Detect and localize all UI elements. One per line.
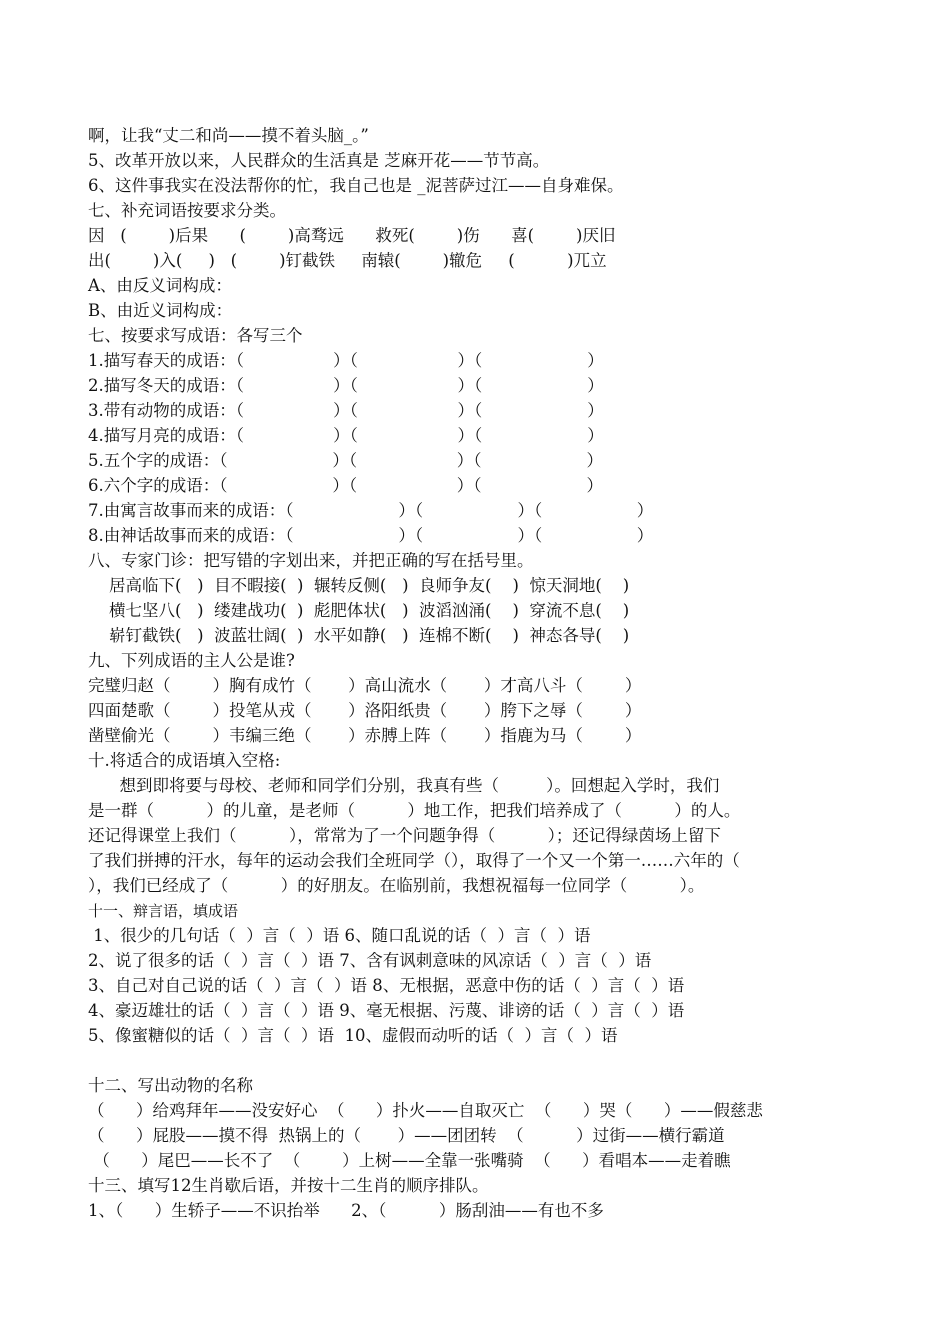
section-heading: 十.将适合的成语填入空格: — [88, 751, 281, 770]
text-line: 横七坚八( ) 缕建战功( ) 彪肥体状( ) 波滔汹涌( ) 穿流不息( ) — [88, 601, 630, 620]
text-line: 8.由神话故事而来的成语：（ ）（ ）（ ） — [88, 526, 654, 545]
section-heading: 八、专家门诊：把写错的字划出来，并把正确的写在括号里。 — [88, 551, 534, 570]
text-line: 4.描写月亮的成语：（ ）（ ）（ ） — [88, 426, 604, 445]
text-line: 出( )入( ) ( )钉截铁 南辕( )辙危 ( )兀立 — [88, 251, 607, 270]
text-line: ），我们已经成了（ ）的好朋友。在临别前，我想祝福每一位同学（ ）。 — [88, 876, 705, 895]
text-line: 完璧归赵（ ）胸有成竹（ ）高山流水（ ）才高八斗（ ） — [88, 676, 642, 695]
text-line: 4、豪迈雄壮的话（ ）言（ ）语 9、毫无根据、污蔑、诽谤的话（ ）言（ ）语 — [88, 1001, 685, 1020]
section-heading: 十一、辩言语，填成语 — [88, 902, 239, 920]
text-line: A、由反义词构成： — [88, 276, 232, 295]
section-heading: 七、按要求写成语：各写三个 — [88, 326, 303, 345]
text-line: 居高临下( ) 目不暇接( ) 辗转反侧( ) 良师争友( ) 惊天洞地( ) — [88, 576, 630, 595]
text-line: 是一群（ ）的儿童，是老师（ ）地工作，把我们培养成了（ ）的人。 — [88, 801, 741, 820]
text-line: B、由近义词构成： — [88, 301, 233, 320]
text-line: 还记得课堂上我们（ ），常常为了一个问题争得（ ）；还记得绿茵场上留下 — [88, 826, 721, 845]
text-line: 因 ( )后果 ( )高骛远 救死( )伤 喜( )厌旧 — [88, 226, 616, 245]
text-line: 1、（ ）生轿子——不识抬举 2、（ ）肠刮油——有也不多 — [88, 1201, 604, 1220]
text-line: 2、说了很多的话（ ）言（ ）语 7、含有讽刺意味的风凉话（ ）言（ ）语 — [88, 951, 652, 970]
section-heading: 十二、写出动物的名称 — [88, 1076, 253, 1095]
text-line: 5、像蜜糖似的话（ ）言（ ）语 10、虚假而动听的话（ ）言（ ）语 — [88, 1026, 618, 1045]
text-line: 崭钉截铁( ) 波蓝壮阔( ) 水平如静( ) 连棉不断( ) 神态各导( ) — [88, 626, 630, 645]
text-line: （ ）尾巴——长不了 （ ）上树——全靠一张嘴骑 （ ）看唱本——走着瞧 — [88, 1151, 731, 1170]
text-line: 5.五个字的成语：（ ）（ ）（ ） — [88, 451, 603, 470]
text-line: 1、很少的几句话（ ）言（ ）语 6、随口乱说的话（ ）言（ ）语 — [88, 926, 591, 945]
text-line: 6、这件事我实在没法帮你的忙，我自己也是 _泥菩萨过江——自身难保。 — [88, 176, 624, 195]
text-line: 想到即将要与母校、老师和同学们分别，我真有些（ ）。回想起入学时，我们 — [88, 776, 720, 795]
text-line: 5、改革开放以来，人民群众的生活真是 芝麻开花——节节高。 — [88, 151, 550, 170]
text-line: （ ）给鸡拜年——没安好心 （ ）扑火——自取灭亡 （ ）哭（ ）——假慈悲 — [88, 1101, 763, 1120]
text-line: 了我们拼搏的汗水，每年的运动会我们全班同学（），取得了一个又一个第一……六年的（ — [88, 851, 740, 870]
text-line: 2.描写冬天的成语：（ ）（ ）（ ） — [88, 376, 604, 395]
section-heading: 七、补充词语按要求分类。 — [88, 201, 286, 220]
section-heading: 九、下列成语的主人公是谁? — [88, 651, 295, 670]
text-line: 凿壁偷光（ ）韦编三绝（ ）赤膊上阵（ ）指鹿为马（ ） — [88, 726, 642, 745]
text-line: （ ）屁股——摸不得 热锅上的（ ）——团团转 （ ）过街——横行霸道 — [88, 1126, 725, 1145]
text-line: 3.带有动物的成语：（ ）（ ）（ ） — [88, 401, 604, 420]
text-line: 6.六个字的成语：（ ）（ ）（ ） — [88, 476, 603, 495]
section-heading: 十三、填写12生肖歇后语，并按十二生肖的顺序排队。 — [88, 1176, 489, 1195]
text-line: 3、自己对自己说的话（ ）言（ ）语 8、无根据，恶意中伤的话（ ）言（ ）语 — [88, 976, 685, 995]
text-line: 7.由寓言故事而来的成语：（ ）（ ）（ ） — [88, 501, 654, 520]
text-line: 四面楚歌（ ）投笔从戎（ ）洛阳纸贵（ ）胯下之辱（ ） — [88, 701, 642, 720]
text-line: 1.描写春天的成语：（ ）（ ）（ ） — [88, 351, 604, 370]
text-line: 啊，让我“丈二和尚——摸不着头脑_。” — [88, 126, 369, 145]
